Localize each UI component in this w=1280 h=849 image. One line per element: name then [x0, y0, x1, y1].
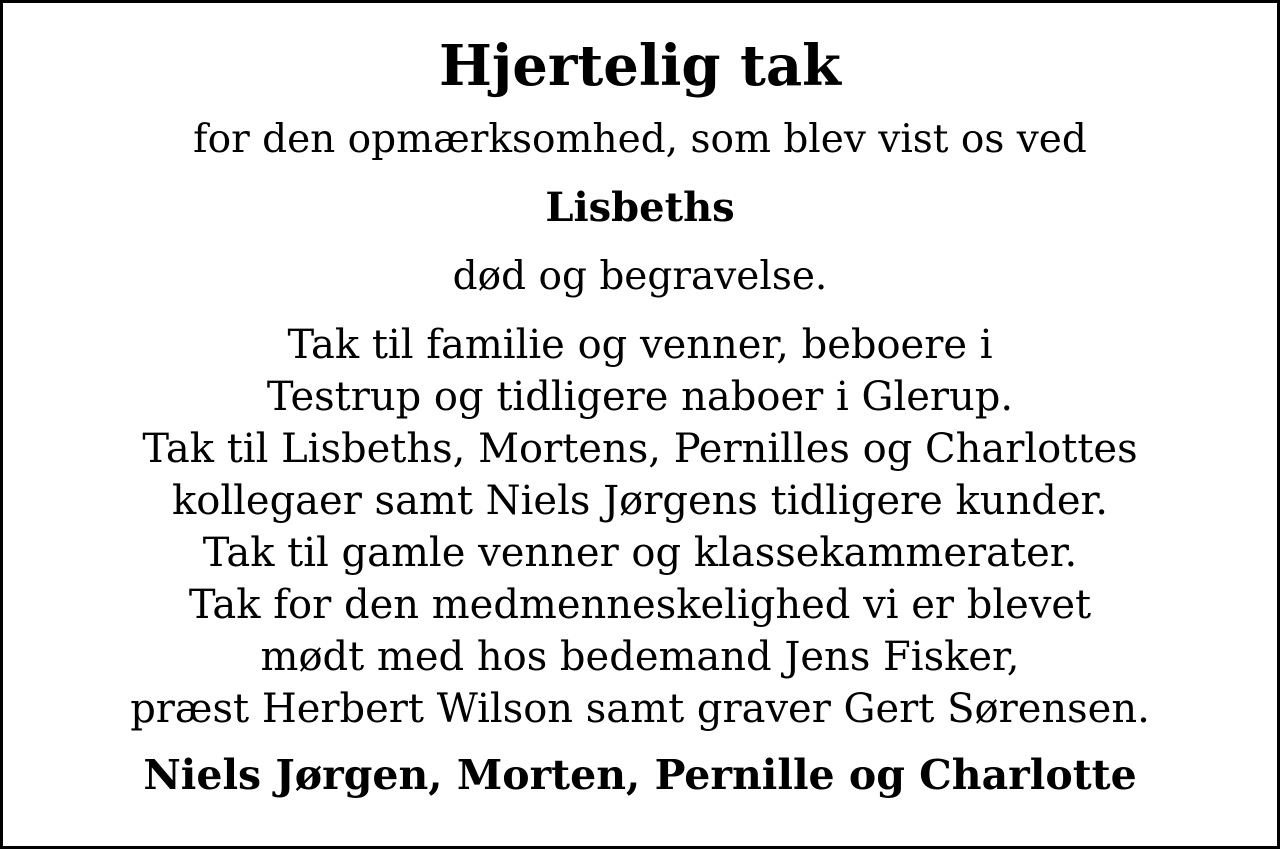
notice-intro: for den opmærksomhed, som blev vist os ved	[193, 117, 1087, 162]
notice-signature: Niels Jørgen, Morten, Pernille og Charlotte	[143, 751, 1137, 799]
body-line: Tak til familie og venner, beboere i	[287, 322, 993, 368]
deceased-name: Lisbeths	[545, 184, 735, 231]
body-line: Tak for den medmenneskelighed vi er blevet	[188, 582, 1092, 628]
body-line: Tak til gamle venner og klassekammerater.	[202, 530, 1078, 576]
body-line: mødt med hos bedemand Jens Fisker,	[260, 634, 1020, 680]
body-line: Testrup og tidligere naboer i Glerup.	[266, 374, 1014, 420]
body-line: præst Herbert Wilson samt graver Gert Sørensen.	[130, 686, 1150, 732]
body-line: Tak til Lisbeths, Mortens, Pernilles og Charlottes	[142, 426, 1138, 472]
notice-event: død og begravelse.	[452, 254, 828, 299]
body-line: kollegaer samt Niels Jørgens tidligere kunder.	[172, 478, 1108, 524]
notice-title: Hjertelig tak	[439, 33, 841, 99]
notice-body	[3, 319, 1277, 735]
